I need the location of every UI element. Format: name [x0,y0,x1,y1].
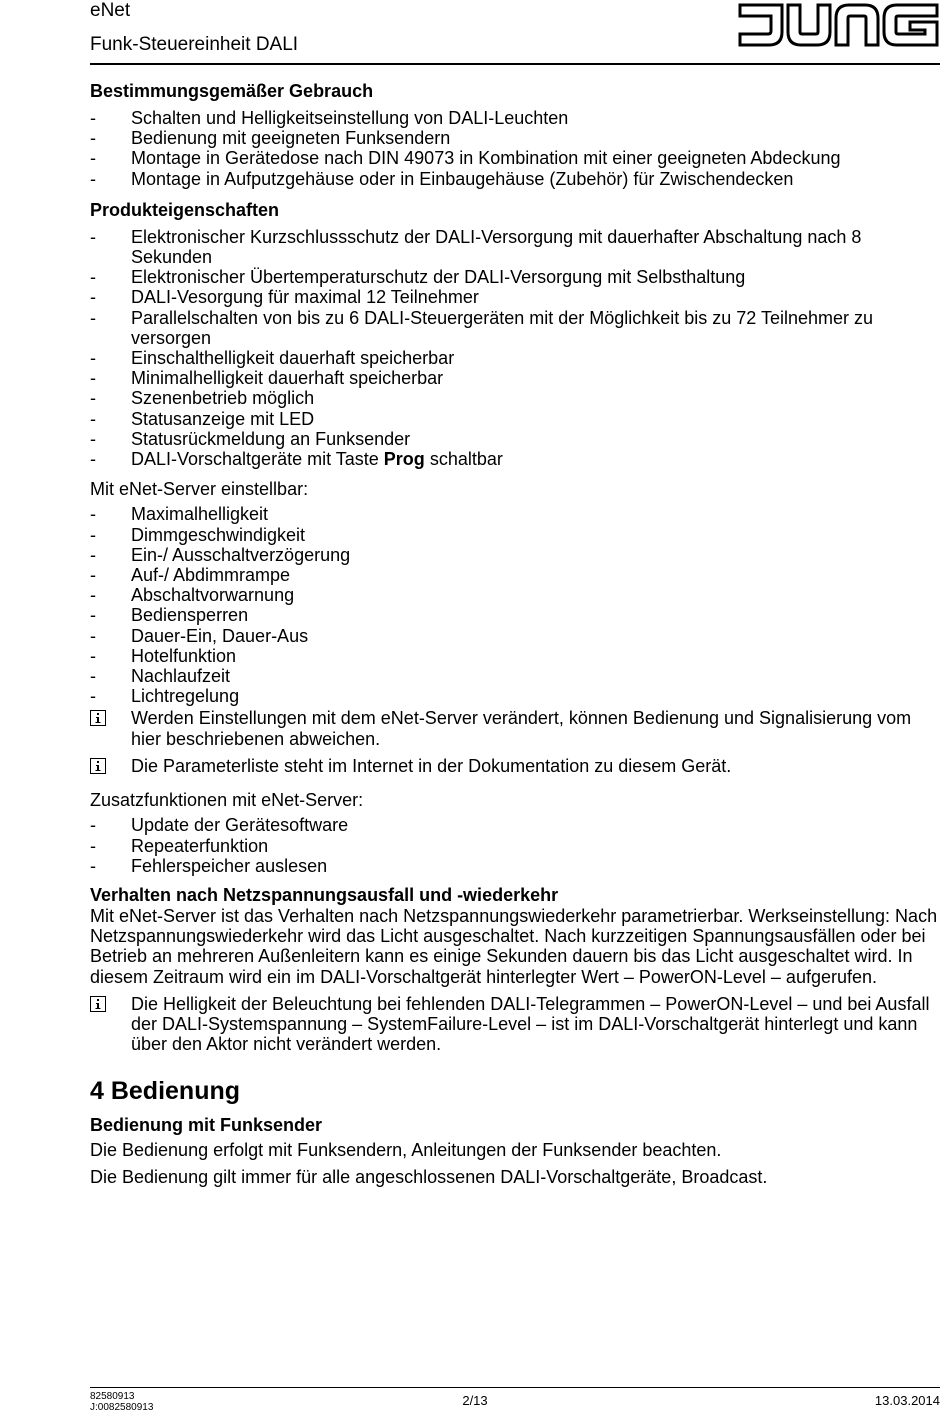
header-brand: eNet [90,0,131,21]
info-icon [90,710,106,726]
list-item: - Montage in Aufputzgehäuse oder in Einbaugehäuse (Zubehör) für Zwischendecken [90,168,794,189]
list-item: - Bediensperren [90,605,249,626]
info-icon [90,758,106,774]
operation-para2: Die Bedienung gilt immer für alle angeschlossenen DALI-Vorschaltgeräte, Broadcast. [90,1166,768,1187]
properties-list [90,227,940,449]
info-icon [90,996,106,1012]
list-item: - DALI-Vesorgung für maximal 12 Teilnehmer [90,287,479,308]
list-item: - Minimalhelligkeit dauerhaft speicherbar [90,368,444,389]
list-item: - Parallelschalten von bis zu 6 DALI-Steuergeräten mit der Möglichkeit bis zu 72 Teilnehmer zu versorgen [90,307,874,348]
header-rule [90,63,940,65]
list-item: - Nachlaufzeit [90,666,231,687]
footer-code2: J:0082580913 [90,1402,154,1413]
additional-list [90,815,940,876]
list-item: - Szenenbetrieb möglich [90,388,315,409]
operation-title: 4 Bedienung [90,1077,241,1106]
list-item: - Elektronischer Übertemperaturschutz der DALI-Versorgung mit Selbsthaltung [90,267,746,288]
list-item: - DALI-Vorschaltgeräte mit Taste Prog schaltbar [90,449,503,470]
properties-title: Produkteigenschaften [90,199,280,220]
list-item: - Dimmgeschwindigkeit [90,524,306,545]
jung-logo [738,2,940,48]
info-note-settings: Werden Einstellungen mit dem eNet-Server verändert, können Bedienung und Signalisierung vom hier beschriebenen abweichen. [90,708,940,748]
list-item: - Repeaterfunktion [90,835,269,856]
footer-date: 13.03.2014 [874,1393,940,1408]
prog-key-label: Prog [383,449,425,470]
list-item: - Statusrückmeldung an Funksender [90,428,411,449]
list-item: - Fehlerspeicher auslesen [90,855,328,876]
intended-use-list [90,108,940,189]
additional-intro: Zusatzfunktionen mit eNet-Server: [90,790,364,811]
server-settings-list [90,504,940,706]
footer-code1: 82580913 [90,1391,135,1402]
list-item: - Elektronischer Kurzschlussschutz der DALI-Versorgung mit dauerhafter Abschaltung nach 8 Sekunden [90,226,862,268]
info-note-poweron: Die Helligkeit der Beleuchtung bei fehlenden DALI-Telegrammen – PowerON-Level – und bei Ausfall der DALI-Systemspannung – SystemFailure-Level – ist im DALI-Vorschaltgerät hinterlegt und kann über den Aktor nicht verändert werden. [90,994,940,1055]
footer-page-number: 2/13 [462,1393,488,1408]
list-item: - Abschaltvorwarnung [90,585,295,606]
info-note-parameters: Die Parameterliste steht im Internet in der Dokumentation zu diesem Gerät. [90,756,940,776]
list-item: - Montage in Gerätedose nach DIN 49073 in Kombination mit einer geeigneten Abdeckung [90,148,841,169]
list-item: - Update der Gerätesoftware [90,815,349,836]
list-item: - Hotelfunktion [90,645,237,666]
power-failure-title: Verhalten nach Netzspannungsausfall und -wiederkehr [90,884,559,905]
list-item: - Ein-/ Ausschaltverzögerung [90,544,351,565]
list-item: - Bedienung mit geeigneten Funksendern [90,128,451,149]
list-item: - Dauer-Ein, Dauer-Aus [90,625,309,646]
list-item: - Schalten und Helligkeitseinstellung von DALI-Leuchten [90,108,569,128]
list-item: - Einschalthelligkeit dauerhaft speicherbar [90,348,455,369]
list-item: - Auf-/ Abdimmrampe [90,565,291,586]
header-product: Funk-Steuereinheit DALI [90,34,299,55]
operation-subtitle: Bedienung mit Funksender [90,1115,323,1136]
document-body [90,80,940,1187]
intended-use-title: Bestimmungsgemäßer Gebrauch [90,81,374,101]
server-settings-intro: Mit eNet-Server einstellbar: [90,479,309,500]
list-item: - Lichtregelung [90,686,240,707]
footer-rule [90,1387,940,1388]
list-item: - Maximalhelligkeit [90,504,269,525]
list-item: - Statusanzeige mit LED [90,408,315,429]
operation-para1: Die Bedienung erfolgt mit Funksendern, Anleitungen der Funksender beachten. [90,1140,722,1161]
properties-list-last [90,449,940,469]
power-failure-body: Mit eNet-Server ist das Verhalten nach Netzspannungswiederkehr parametrierbar. Werkseinstellung: Nach Netzspannungswiederkehr wird das Licht ausgeschaltet. Nach kurzzeitigen Spannungsausfällen oder bei Betrieb an mehreren Außenleitern kann es einige Sekunden dauern bis das Licht ausgeschaltet wird. In diesem Zeitraum wird ein im DALI-Vorschaltgerät hinterlegter Wert – PowerON-Level – aufgerufen. [90,905,938,987]
